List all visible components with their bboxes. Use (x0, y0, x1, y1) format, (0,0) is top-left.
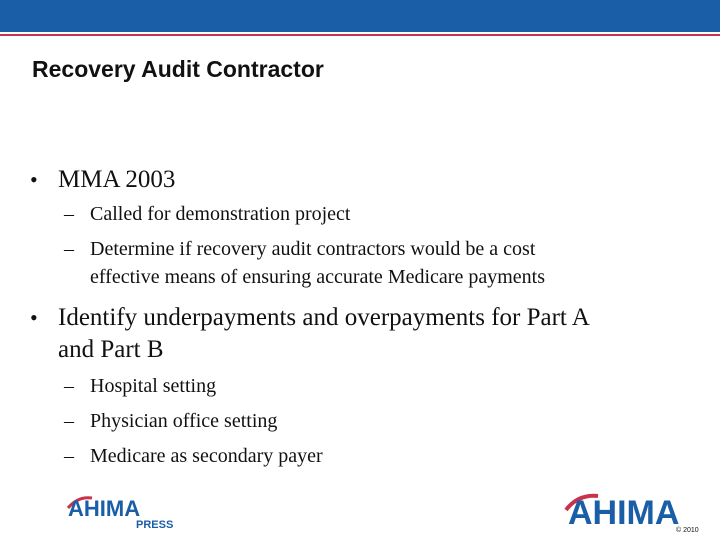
sub-bullet-marker: – (64, 375, 74, 397)
left-logo-text: AHIMA (68, 496, 141, 521)
slide-title: Recovery Audit Contractor (32, 56, 324, 82)
top-header-bar (0, 0, 720, 32)
sub-bullet-1-1-text: Called for demonstration project (90, 203, 351, 225)
bullet-marker: • (30, 167, 38, 192)
sub-bullet-2-1 (64, 371, 217, 401)
sub-bullet-2-3 (64, 441, 323, 471)
sub-bullet-2-1-text: Hospital setting (90, 375, 217, 397)
bullet-2-line2: and Part B (58, 336, 164, 363)
sub-bullet-marker: – (64, 203, 74, 225)
sub-bullet-1-2 (64, 234, 536, 264)
sub-bullet-1-2-cont (90, 262, 545, 292)
sub-bullet-1-2-line1: Determine if recovery audit contractors would be a cost (90, 238, 536, 260)
sub-bullet-1-2-line2: effective means of ensuring accurate Medicare payments (90, 266, 545, 288)
sub-bullet-2-3-text: Medicare as secondary payer (90, 445, 323, 467)
left-logo-subtext: PRESS (136, 519, 174, 530)
ahima-logo (564, 488, 704, 528)
sub-bullet-2-2-text: Physician office setting (90, 410, 278, 432)
sub-bullet-2-2 (64, 406, 278, 436)
bullet-2 (30, 303, 590, 333)
bullet-2-line1: Identify underpayments and overpayments for Part A (58, 304, 590, 331)
copyright-notice: © 2010 (676, 527, 699, 534)
bullet-marker: • (30, 305, 38, 330)
header-accent-line (0, 34, 720, 36)
bullet-1-text: MMA 2003 (58, 166, 176, 193)
sub-bullet-1-1 (64, 199, 351, 229)
ahima-press-logo (66, 490, 176, 530)
bullet-1 (30, 165, 176, 195)
right-logo-text: AHIMA (568, 494, 680, 528)
sub-bullet-marker: – (64, 445, 74, 467)
sub-bullet-marker: – (64, 238, 74, 260)
bullet-2-cont (58, 335, 164, 365)
sub-bullet-marker: – (64, 410, 74, 432)
